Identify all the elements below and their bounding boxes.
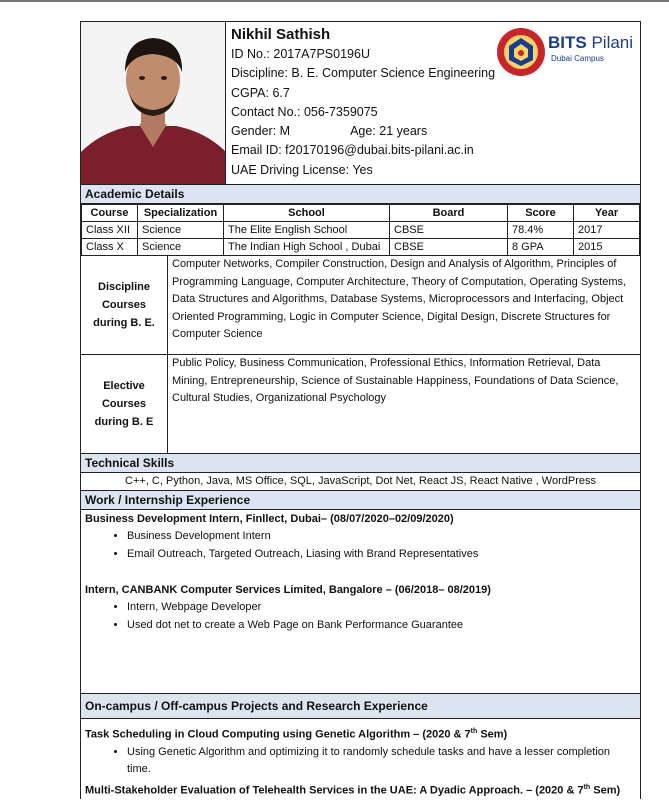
technical-skills-heading: Technical Skills — [81, 454, 640, 473]
job-bullets — [85, 528, 636, 563]
col-specialization: Specialization — [138, 205, 224, 222]
academic-table — [81, 204, 640, 256]
technical-skills-text: C++, C, Python, Java, MS Office, SQL, JavaScript, Dot Net, React JS, React Native , WordPress — [81, 473, 640, 491]
cell: Science — [138, 222, 224, 239]
list-item: • Business Development Intern — [127, 528, 636, 546]
academic-details-heading: Academic Details — [81, 184, 640, 204]
list-item: • Intern, Webpage Developer — [127, 599, 636, 617]
id-number: ID No.: 2017A7PS0196U — [231, 47, 370, 61]
logo-wordmark: BITS Pilani — [548, 33, 634, 52]
project-bullets — [85, 744, 636, 779]
cell: 2017 — [574, 222, 640, 239]
cgpa: CGPA: 6.7 — [231, 85, 290, 100]
gender-age-line — [231, 122, 495, 141]
cell: CBSE — [390, 239, 508, 256]
elective-courses-label: Elective Courses during B. E — [81, 355, 168, 453]
list-item: • Using Genetic Algorithm and optimizing it to randomly schedule tasks and have a lesser completion time. — [127, 744, 636, 779]
table-row — [82, 239, 640, 256]
job-title: Intern, CANBANK Computer Services Limited, Bangalore – (06/2018– 08/2019) — [85, 584, 491, 596]
project-title: Multi-Stakeholder Evaluation of Telehealth Services in the UAE: A Dyadic Approach. – (2020 & 7th Sem) — [85, 783, 621, 797]
elective-courses-text: Public Policy, Business Communication, Professional Ethics, Information Retrieval, Data Mining, Entrepreneurship, Science of Sustainable Happiness, Foundations of Data Science, Cultural Studies, Organizational Psychology — [172, 357, 619, 404]
col-year: Year — [574, 205, 640, 222]
logo-campus: Dubai Campus — [551, 54, 604, 63]
discipline-courses-text: Computer Networks, Compiler Construction, Design and Analysis of Algorithm, Principles of Programming Language, Computer Architecture, Theory of Computation, Operating Systems, Data Structures and Algorithms, Database Systems, Microprocessors and Interfacing, Object Oriented Programming, Logic in Computer Science, Digital Design, Discrete Structures for Computer Science — [172, 258, 627, 340]
col-board: Board — [390, 205, 508, 222]
cell: The Elite English School — [224, 222, 390, 239]
cell: Science — [138, 239, 224, 256]
list-item: • Email Outreach, Targeted Outreach, Liasing with Brand Representatives — [127, 546, 636, 564]
academic-header-row — [82, 205, 640, 222]
cell: 8 GPA — [508, 239, 574, 256]
table-row — [82, 222, 640, 239]
cell: CBSE — [390, 222, 508, 239]
projects-block — [81, 723, 640, 799]
cell: 78.4% — [508, 222, 574, 239]
candidate-name: Nikhil Sathish — [231, 26, 331, 43]
discipline: Discipline: B. E. Computer Science Engineering — [231, 66, 496, 81]
contact-number: Contact No.: 056-7359075 — [231, 104, 378, 119]
resume-header — [81, 22, 640, 184]
col-school: School — [224, 205, 390, 222]
gender: Gender: M — [231, 124, 291, 139]
top-border — [0, 0, 669, 2]
col-score: Score — [508, 205, 574, 222]
bits-pilani-logo — [495, 26, 641, 80]
project-title: Task Scheduling in Cloud Computing using Genetic Algorithm – (2020 & 7th Sem) — [85, 728, 508, 741]
job-bullets — [85, 599, 636, 634]
profile-photo — [81, 22, 226, 184]
resume-document — [80, 21, 641, 799]
cell: The Indian High School , Dubai — [224, 239, 390, 256]
cell: Class XII — [82, 222, 138, 239]
age: Age: 21 years — [350, 124, 428, 139]
projects-heading: On-campus / Off-campus Projects and Research Experience — [81, 693, 640, 719]
elective-courses-row — [81, 355, 640, 454]
discipline-courses-label: Discipline Courses during B. E. — [81, 256, 168, 354]
discipline-courses-row — [81, 256, 640, 355]
personal-info — [231, 24, 495, 180]
cell: 2015 — [574, 239, 640, 256]
col-course: Course — [82, 205, 138, 222]
bits-seal-icon — [495, 26, 547, 78]
email: Email ID: f20170196@dubai.bits-pilani.ac.in — [231, 143, 474, 158]
list-item: • Used dot net to create a Web Page on Bank Performance Guarantee — [127, 617, 636, 635]
job-title: Business Development Intern, Finllect, Dubai– (08/07/2020–02/09/2020) — [85, 513, 454, 525]
work-experience-block — [81, 511, 640, 693]
cell: Class X — [82, 239, 138, 256]
work-experience-heading: Work / Internship Experience — [81, 491, 640, 510]
driving-license: UAE Driving License: Yes — [231, 162, 373, 177]
